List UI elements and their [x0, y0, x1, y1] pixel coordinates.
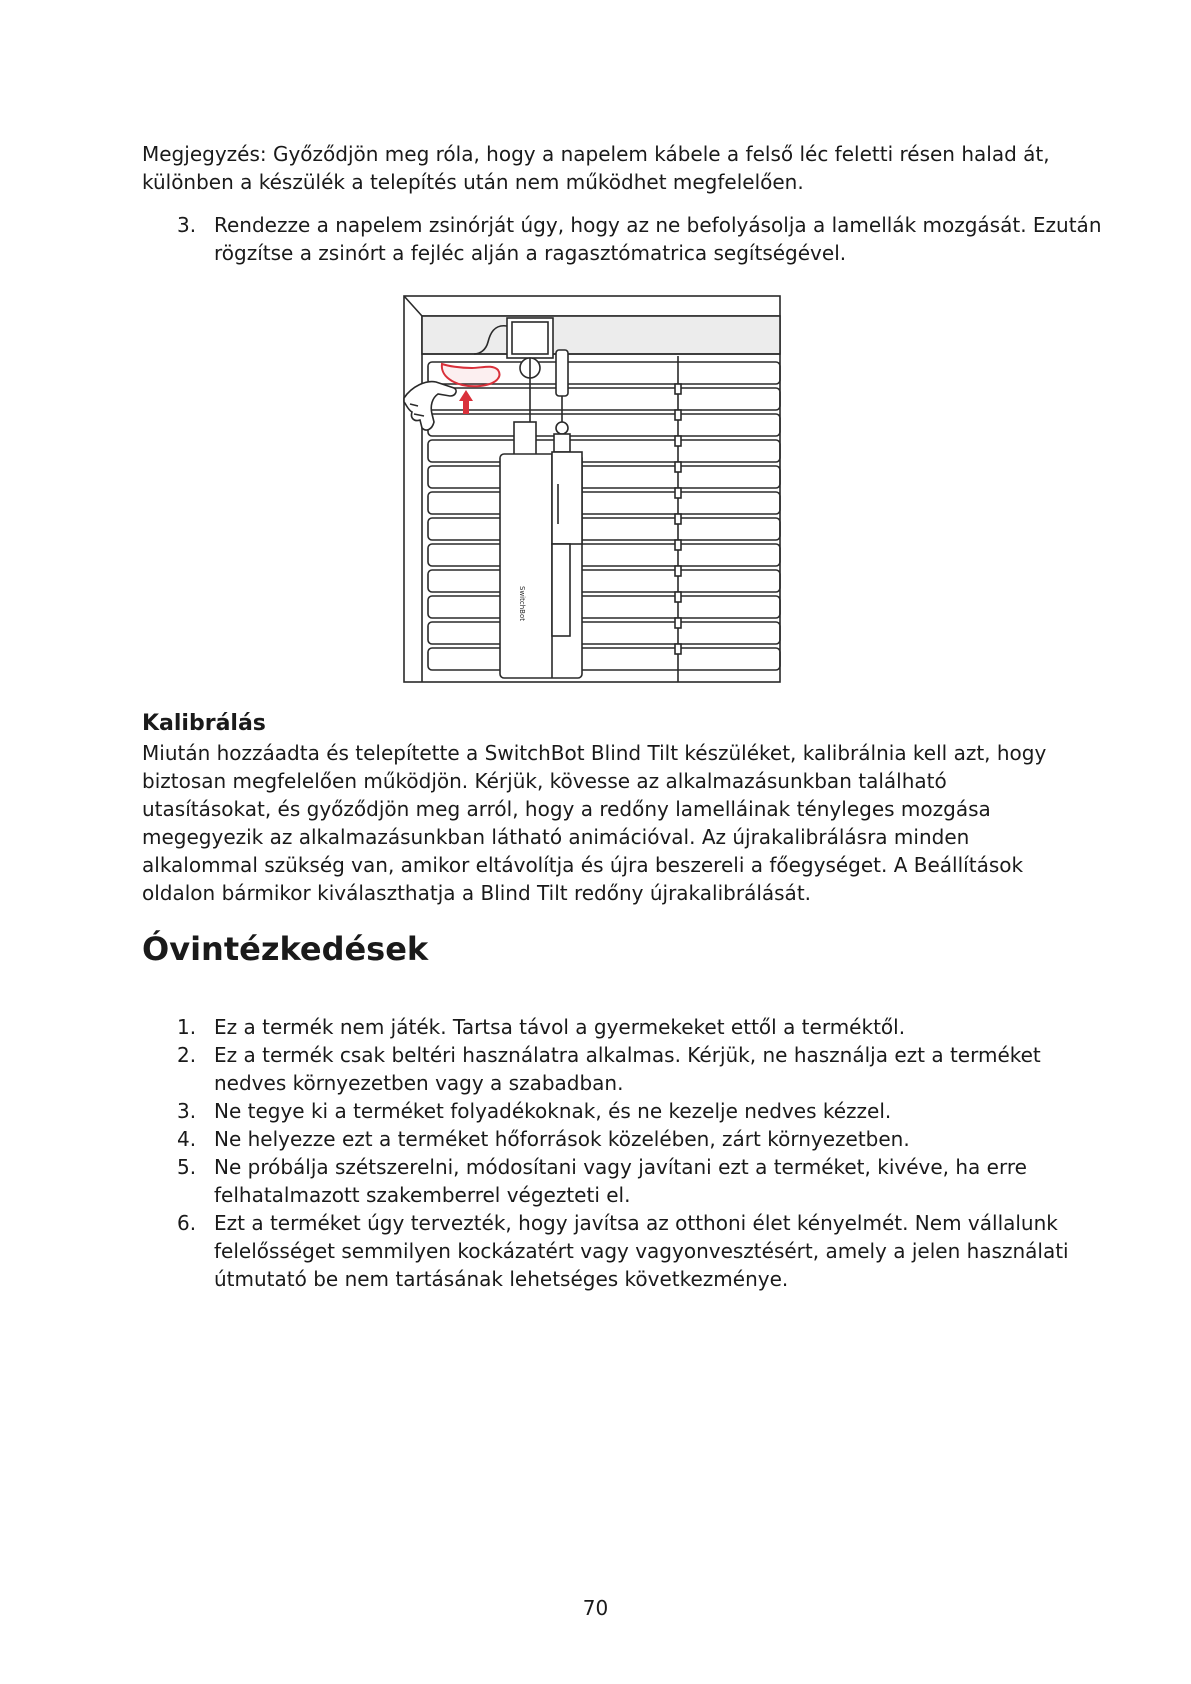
window-frame-bevel — [404, 296, 422, 682]
list-item-text: Rendezze a napelem zsinórját úgy, hogy az ne befolyásolja a lamellák mozgását. Ezután rögzítse a zsinórt a fejléc alján a ragasztómatrica segítségével. — [214, 213, 1102, 265]
list-item — [142, 1209, 1102, 1293]
list-item-number: 6. — [177, 1211, 197, 1235]
list-item-number: 3. — [177, 213, 197, 237]
list-item — [142, 1153, 1102, 1209]
installation-note: Megjegyzés: Győződjön meg róla, hogy a napelem kábele a felső léc feletti résen halad át, különben a készülék a telepítés után nem működhet megfelelően. — [142, 142, 1050, 194]
blind-slats — [428, 362, 780, 670]
blind-installation-illustration — [402, 294, 782, 684]
list-item-number: 1. — [177, 1015, 197, 1039]
section-heading-precautions: Óvintézkedések — [142, 930, 429, 968]
list-item-number: 4. — [177, 1127, 197, 1151]
precautions-list — [142, 1013, 1102, 1293]
list-item-text: Ne helyezze ezt a terméket hőforrások közelében, zárt környezetben. — [214, 1127, 910, 1151]
list-item — [142, 211, 1102, 267]
list-item-number: 2. — [177, 1043, 197, 1067]
page-number: 70 — [582, 1596, 609, 1620]
list-item-text: Ez a termék csak beltéri használatra alkalmas. Kérjük, ne használja ezt a terméket nedves környezetben vagy a szabadban. — [214, 1043, 1041, 1095]
blind-diagram — [402, 294, 782, 684]
list-item — [142, 1041, 1102, 1097]
tilt-rod-connector — [556, 350, 568, 396]
list-item-text: Ne próbálja szétszerelni, módosítani vagy javítani ezt a terméket, kivéve, ha erre felhatalmazott szakemberrel végezteti el. — [214, 1155, 1027, 1207]
section-heading-calibration: Kalibrálás — [142, 711, 266, 736]
list-item-text: Ez a termék nem játék. Tartsa távol a gyermekeket ettől a terméktől. — [214, 1015, 906, 1039]
adhesive-sticker-highlight — [442, 364, 500, 386]
list-item — [142, 1013, 1102, 1041]
ladder-cord — [675, 356, 681, 682]
list-item — [142, 1097, 1102, 1125]
installation-steps — [142, 211, 1102, 267]
device-brand-label: SwitchBot — [518, 586, 526, 621]
list-item-number: 3. — [177, 1099, 197, 1123]
list-item-text: Ezt a terméket úgy tervezték, hogy javítsa az otthoni élet kényelmét. Nem vállalunk felelősséget semmilyen kockázatért vagy vagyonvesztésért, amely a jelen használati útmutató be nem tartásának lehetséges következménye. — [214, 1211, 1069, 1291]
hand-illustration — [404, 382, 456, 430]
list-item-number: 5. — [177, 1155, 197, 1179]
calibration-paragraph: Miután hozzáadta és telepítette a SwitchBot Blind Tilt készüléket, kalibrálnia kell azt, hogy biztosan megfelelően működjön. Kérjük, kövesse az alkalmazásunkban található utasításokat, és győződjön meg arról, hogy a redőny lamelláinak tényleges mozgása megegyezik az alkalmazásunkban látható animációval. Az újrakalibrálásra minden alkalommal szükség van, amikor eltávolítja és újra beszereli a főegységet. A Beállítások oldalon bármikor kiválaszthatja a Blind Tilt redőny újrakalibrálását. — [142, 741, 1047, 905]
list-item — [142, 1125, 1102, 1153]
headrail — [422, 316, 780, 354]
list-item-text: Ne tegye ki a terméket folyadékoknak, és ne kezelje nedves kézzel. — [214, 1099, 892, 1123]
